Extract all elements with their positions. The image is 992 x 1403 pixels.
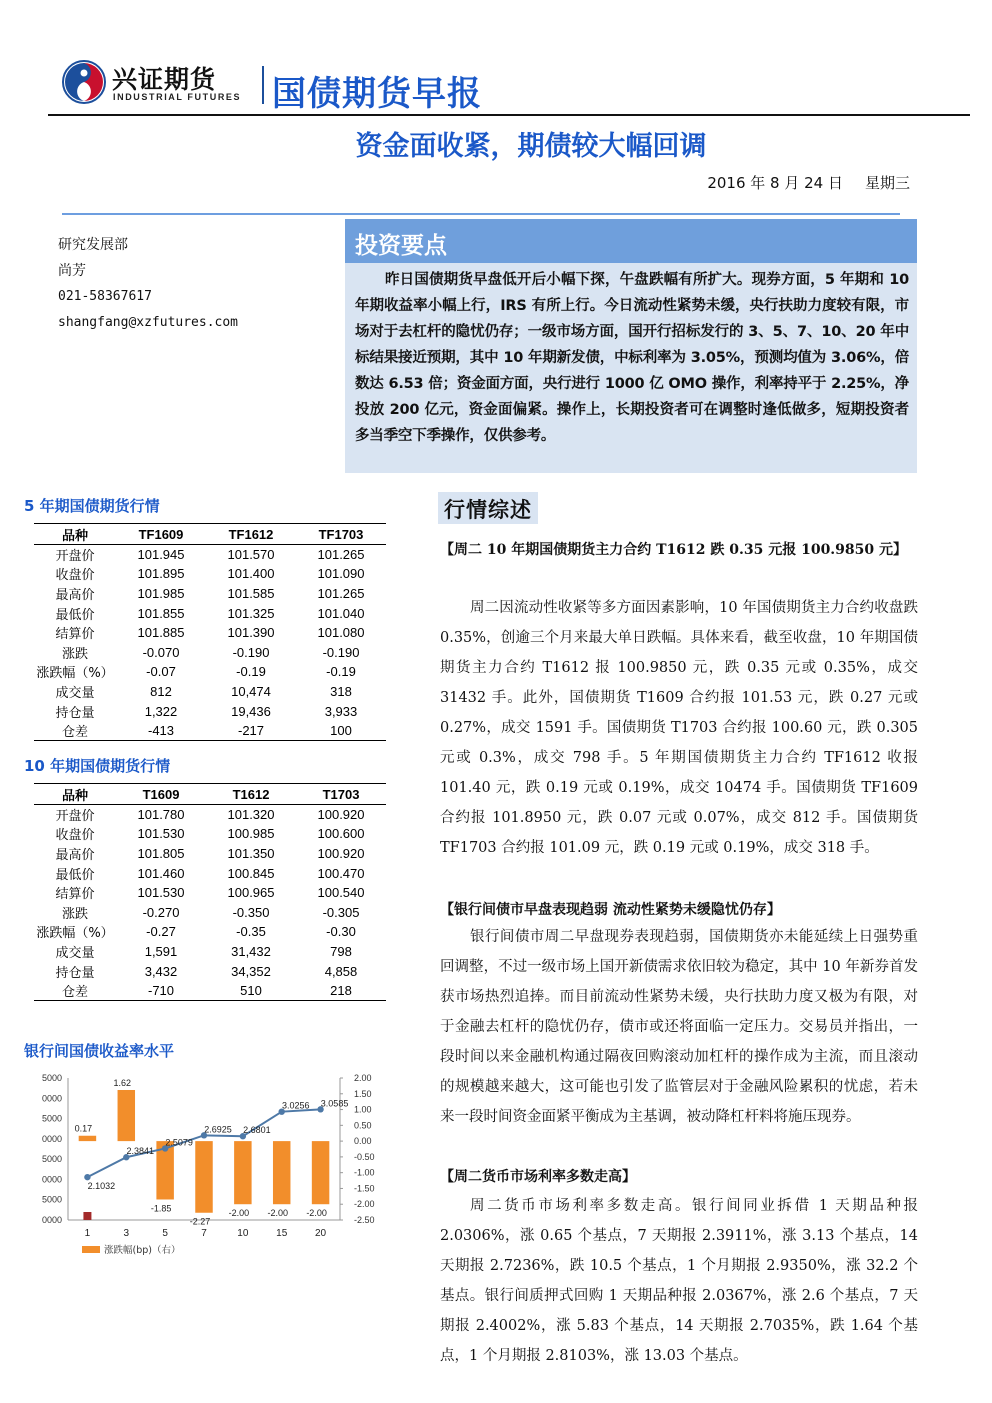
bar-label: -2.00 xyxy=(306,1208,327,1219)
table-cell: 101.530 xyxy=(137,826,185,842)
bar-label: -2.00 xyxy=(228,1208,250,1219)
header-rule xyxy=(48,114,970,116)
table-cell: 101.530 xyxy=(137,885,185,901)
table-cell: -0.35 xyxy=(236,924,266,940)
table-cell: 100.920 xyxy=(317,845,365,861)
date: 2016 年 8 月 24 日 xyxy=(707,174,843,192)
table-row xyxy=(34,682,386,702)
table-row xyxy=(34,721,386,741)
line-label: 2.5079 xyxy=(165,1137,193,1148)
right-tick-label: 2.00 xyxy=(354,1073,372,1083)
left-tick-label: 0000 xyxy=(41,1133,62,1144)
weekday: 星期三 xyxy=(864,174,910,192)
report-subtitle: 资金面收紧，期债较大幅回调 xyxy=(355,131,707,162)
report-title: 国债期货早报 xyxy=(272,74,482,114)
row-label: 成交量 xyxy=(55,685,95,701)
bar-label: -2.27 xyxy=(189,1216,211,1227)
row-label: 仓差 xyxy=(34,981,116,1001)
table-cell: 1,591 xyxy=(144,943,178,959)
row-label: 涨跌 xyxy=(61,646,88,662)
table-cell: 101.350 xyxy=(227,845,275,861)
column-header: 品种 xyxy=(34,784,116,805)
author-dept: 研究发展部 xyxy=(58,237,128,253)
table-row xyxy=(34,844,386,864)
bar-1 xyxy=(79,1136,96,1141)
row-label: 涨跌幅（%） xyxy=(36,926,114,942)
table-row xyxy=(34,623,386,643)
row-label: 收盘价 xyxy=(55,828,95,844)
chart-title: 银行间国债收益率水平 xyxy=(24,1042,175,1060)
line-label: 3.0585 xyxy=(320,1098,349,1109)
table-cell: 100.965 xyxy=(227,885,275,901)
table-cell: 31,432 xyxy=(231,943,271,959)
table-row xyxy=(34,701,386,721)
bar-20 xyxy=(312,1141,329,1204)
table-cell: 100.985 xyxy=(227,826,275,842)
table-cell: 3,432 xyxy=(144,963,178,979)
right-tick-label: -2.00 xyxy=(354,1199,375,1210)
table10-title: 10 年期国债期货行情 xyxy=(24,757,171,775)
row-label: 持仓量 xyxy=(55,705,95,721)
table-cell: 1,322 xyxy=(144,703,178,719)
table-cell: 100.470 xyxy=(317,865,365,881)
table-cell: 34,352 xyxy=(231,963,271,979)
row-label: 结算价 xyxy=(55,887,95,903)
table-cell: -710 xyxy=(116,981,206,1001)
right-tick-label: 0.50 xyxy=(354,1120,372,1131)
brand-name-en: INDUSTRIAL FUTURES xyxy=(113,92,242,102)
x-tick-label: 7 xyxy=(201,1228,207,1239)
market-heading-2: 【银行间债市早盘表现趋弱 流动性紧势未缓隐忧仍存】 xyxy=(440,902,781,918)
table10 xyxy=(34,783,386,1001)
left-tick-label: 0000 xyxy=(41,1215,62,1225)
right-tick-label: -0.50 xyxy=(354,1151,375,1162)
table-cell: 798 xyxy=(330,943,352,959)
left-tick-label: 0000 xyxy=(41,1174,62,1185)
table-cell: 101.780 xyxy=(137,807,185,823)
table-cell: 101.805 xyxy=(137,845,185,861)
section-rule xyxy=(62,213,900,215)
row-label: 涨跌幅（%） xyxy=(36,666,114,682)
table-row xyxy=(34,961,386,981)
table-cell: -0.190 xyxy=(322,644,360,660)
table-cell: 101.945 xyxy=(137,547,185,563)
bar-3 xyxy=(118,1090,135,1141)
row-label: 仓差 xyxy=(34,721,116,741)
table5-title: 5 年期国债期货行情 xyxy=(24,497,160,515)
table-cell: 101.460 xyxy=(137,865,185,881)
row-label: 持仓量 xyxy=(55,965,95,981)
column-header: TF1609 xyxy=(116,524,206,545)
row-label: 最低价 xyxy=(55,607,95,623)
invest-title: 投资要点 xyxy=(345,219,917,263)
column-header: TF1703 xyxy=(296,524,386,545)
right-tick-label: -1.00 xyxy=(354,1167,375,1178)
row-label: 成交量 xyxy=(55,945,95,961)
table-header-row xyxy=(34,784,386,805)
line-label: 2.3841 xyxy=(126,1146,155,1157)
row-label: 开盘价 xyxy=(55,549,95,565)
left-tick-label: 5000 xyxy=(41,1113,62,1124)
table-cell: -217 xyxy=(206,721,296,741)
table-cell: -0.07 xyxy=(146,664,176,680)
table-cell: -0.30 xyxy=(326,924,356,940)
table-cell: -0.070 xyxy=(142,644,180,660)
legend-label: 涨跌幅(bp)（右） xyxy=(104,1245,181,1256)
table-cell: 101.080 xyxy=(317,625,365,641)
row-label: 最高价 xyxy=(55,847,95,863)
market-paragraph-3: 周二货币市场利率多数走高。银行间同业拆借 1 天期品种报 2.0306%，涨 0.65 个基点，7 天期报 2.3911%，涨 3.13 个基点，14 天期报 2.7236%，跌 10.5 个基点，1 个月期报 2.9350%，涨 32.2 个基点。银行间质押式回购 1 天期品种报 2.0367%，涨 2.6 个基点，7 天期报 2.4002%，涨 5.83 个基点，14 天期报 2.7035%，跌 1.64 个基点，1 个月期报 2.8103%，涨 13.03 个基点。 xyxy=(440,1198,918,1364)
market-paragraph-1: 周二因流动性收紧等多方面因素影响，10 年国债期货主力合约收盘跌 0.35%，创逾三个月来最大单日跌幅。具体来看，截至收盘，10 年期国债期货主力合约 T1612 报 100.9850 元，跌 0.35 元或 0.35%，成交 31432 手。此外，国债期货 T1609 合约报 101.53 元，跌 0.27 元或 0.27%，成交 1591 手。国债期货 T1703 合约报 100.60 元，跌 0.305 元或 0.3%，成交 798 手。5 年期国债期货主力合约 TF1612 收报 101.40 元，跌 0.19 元或 0.19%，成交 10474 手。国债期货 TF1609 合约报 101.8950 元，跌 0.07 元或 0.07%，成交 812 手。国债期货 TF1703 合约报 101.09 元，跌 0.19 元或 0.19%，成交 318 手。 xyxy=(440,600,918,856)
table-cell: 101.325 xyxy=(227,605,275,621)
bar-15 xyxy=(273,1141,290,1204)
table-row xyxy=(34,824,386,844)
x-tick-label: 20 xyxy=(315,1228,327,1239)
table-cell: -0.19 xyxy=(326,664,356,680)
x-tick-label: 15 xyxy=(276,1228,288,1239)
table-cell: 318 xyxy=(330,683,352,699)
right-tick-label: 0.00 xyxy=(354,1136,372,1147)
table-header-row xyxy=(34,524,386,545)
column-header: T1609 xyxy=(116,784,206,805)
bar-label: -1.85 xyxy=(150,1203,172,1214)
table-cell: 101.390 xyxy=(227,625,275,641)
row-label: 最高价 xyxy=(55,587,95,603)
table-cell: -0.190 xyxy=(232,644,270,660)
right-tick-label: -1.50 xyxy=(354,1183,375,1194)
right-tick-label: -2.50 xyxy=(354,1215,375,1225)
table-row xyxy=(34,805,386,825)
bar-label: 0.17 xyxy=(74,1123,93,1134)
market-paragraph-2: 银行间债市周二早盘现券表现趋弱，国债期货亦未能延续上日强势重回调整，不过一级市场上国开新债需求依旧较为稳定，其中 10 年新券首发获市场热烈追捧。而目前流动性紧势未缓，央行扶助力度又极为有限，对于金融去杠杆的隐忧仍存，债市或还将面临一定压力。交易员并指出，一段时间以来金融机构通过隔夜回购滚动加杠杆的操作成为主流，而且滚动的规模越来越大，这可能也引发了监管层对于金融风险累积的忧虑，若未来一段时间资金面紧平衡成为主基调，被动降杠杆料将施压现券。 xyxy=(440,929,918,1125)
table-cell: 812 xyxy=(150,683,172,699)
yield-point-1 xyxy=(84,1174,90,1180)
market-title: 行情综述 xyxy=(438,492,538,524)
left-tick-label: 5000 xyxy=(41,1073,62,1083)
table-cell: 100.600 xyxy=(317,826,365,842)
table-cell: 101.265 xyxy=(317,547,365,563)
table-cell: 510 xyxy=(206,981,296,1001)
bar-7 xyxy=(195,1141,212,1213)
row-label: 开盘价 xyxy=(55,809,95,825)
table-cell: 19,436 xyxy=(231,703,271,719)
table-cell: -0.350 xyxy=(232,904,270,920)
author-phone: 021-58367617 xyxy=(58,289,152,304)
table-cell: -0.27 xyxy=(146,924,176,940)
table-cell: 101.090 xyxy=(317,566,365,582)
row-label: 结算价 xyxy=(55,627,95,643)
invest-body: 昨日国债期货早盘低开后小幅下探，午盘跌幅有所扩大。现券方面，5 年期和 10 年期收益率小幅上行，IRS 有所上行。今日流动性紧势未缓，央行扶助力度较有限，市场对于去杠杆的隐忧仍存；一级市场方面，国开行招标发行的 3、5、7、10、20 年中标结果接近预期，其中 10 年期新发债，中标利率为 3.05%，预测均值为 3.06%，倍数达 6.53 倍；资金面方面，央行进行 1000 亿 OMO 操作，利率持平于 2.25%，净投放 200 亿元，资金面偏紧。操作上，长期投资者可在调整时逢低做多，短期投资者多当季空下季操作，仅供参考。 xyxy=(345,263,917,473)
x-tick-label: 3 xyxy=(123,1228,130,1239)
row-label: 收盘价 xyxy=(55,568,95,584)
table-row xyxy=(34,662,386,682)
line-label: 3.0256 xyxy=(281,1100,310,1111)
table-row xyxy=(34,564,386,584)
table-row xyxy=(34,603,386,623)
table-cell: -0.270 xyxy=(142,904,180,920)
table-row xyxy=(34,863,386,883)
table-row xyxy=(34,981,386,1001)
table-cell: 100.920 xyxy=(317,807,365,823)
bar-label: -2.00 xyxy=(267,1208,288,1219)
table-cell: 100 xyxy=(296,721,386,741)
x-tick-label: 1 xyxy=(84,1228,91,1239)
table-row xyxy=(34,642,386,662)
bar-10 xyxy=(234,1141,251,1204)
table-cell: 218 xyxy=(296,981,386,1001)
market-heading-1: 【周二 10 年期国债期货主力合约 T1612 跌 0.35 元报 100.9850 元】 xyxy=(440,542,908,558)
table-cell: 100.845 xyxy=(227,865,275,881)
table-cell: 101.320 xyxy=(227,807,275,823)
table-cell: 3,933 xyxy=(324,703,358,719)
table-cell: 101.895 xyxy=(137,566,185,582)
table-row xyxy=(34,545,386,565)
table-row xyxy=(34,584,386,604)
line-label: 2.1032 xyxy=(87,1181,116,1192)
table-row xyxy=(34,883,386,903)
table-cell: 101.885 xyxy=(137,625,185,641)
author-name: 尚芳 xyxy=(58,263,86,279)
report-date xyxy=(707,172,910,193)
x-tick-label: 5 xyxy=(162,1228,168,1239)
line-label: 2.6925 xyxy=(204,1124,232,1135)
author-info xyxy=(58,232,238,336)
table-cell: 10,474 xyxy=(231,683,271,699)
table-row xyxy=(34,902,386,922)
brand-logo-icon xyxy=(62,60,106,104)
table5 xyxy=(34,523,386,741)
table-cell: 101.400 xyxy=(227,566,275,582)
header-divider xyxy=(262,66,264,104)
table-cell: -0.305 xyxy=(322,904,360,920)
table-cell: 101.985 xyxy=(137,585,185,601)
table-cell: 101.265 xyxy=(317,585,365,601)
table-cell: 101.570 xyxy=(227,547,275,563)
table-cell: 101.855 xyxy=(137,605,185,621)
table-row xyxy=(34,922,386,942)
market-heading-3: 【周二货币市场利率多数走高】 xyxy=(440,1169,636,1185)
right-tick-label: 1.50 xyxy=(354,1088,372,1099)
author-email: shangfang@xzfutures.com xyxy=(58,315,239,330)
table-cell: -0.19 xyxy=(236,664,266,680)
table-cell: -413 xyxy=(116,721,206,741)
column-header: 品种 xyxy=(34,524,116,545)
table-row xyxy=(34,942,386,962)
brand-name: 兴证期货 xyxy=(112,65,217,94)
left-tick-label: 0000 xyxy=(41,1093,62,1104)
left-tick-label: 5000 xyxy=(41,1154,62,1165)
table-cell: 101.585 xyxy=(227,585,275,601)
table-cell: 4,858 xyxy=(324,963,358,979)
legend-swatch xyxy=(82,1246,100,1253)
yield-chart xyxy=(0,1064,400,1264)
left-tick-label: 5000 xyxy=(41,1194,62,1205)
table-cell: 100.540 xyxy=(317,885,365,901)
line-label: 2.6801 xyxy=(243,1125,271,1136)
bar-label: 1.62 xyxy=(113,1077,132,1088)
row-label: 涨跌 xyxy=(61,906,88,922)
column-header: T1703 xyxy=(296,784,386,805)
x-tick-label: 10 xyxy=(237,1228,249,1239)
column-header: T1612 xyxy=(206,784,296,805)
series-marker xyxy=(83,1212,91,1220)
table-cell: 101.040 xyxy=(317,605,365,621)
column-header: TF1612 xyxy=(206,524,296,545)
row-label: 最低价 xyxy=(55,867,95,883)
right-tick-label: 1.00 xyxy=(354,1104,372,1115)
